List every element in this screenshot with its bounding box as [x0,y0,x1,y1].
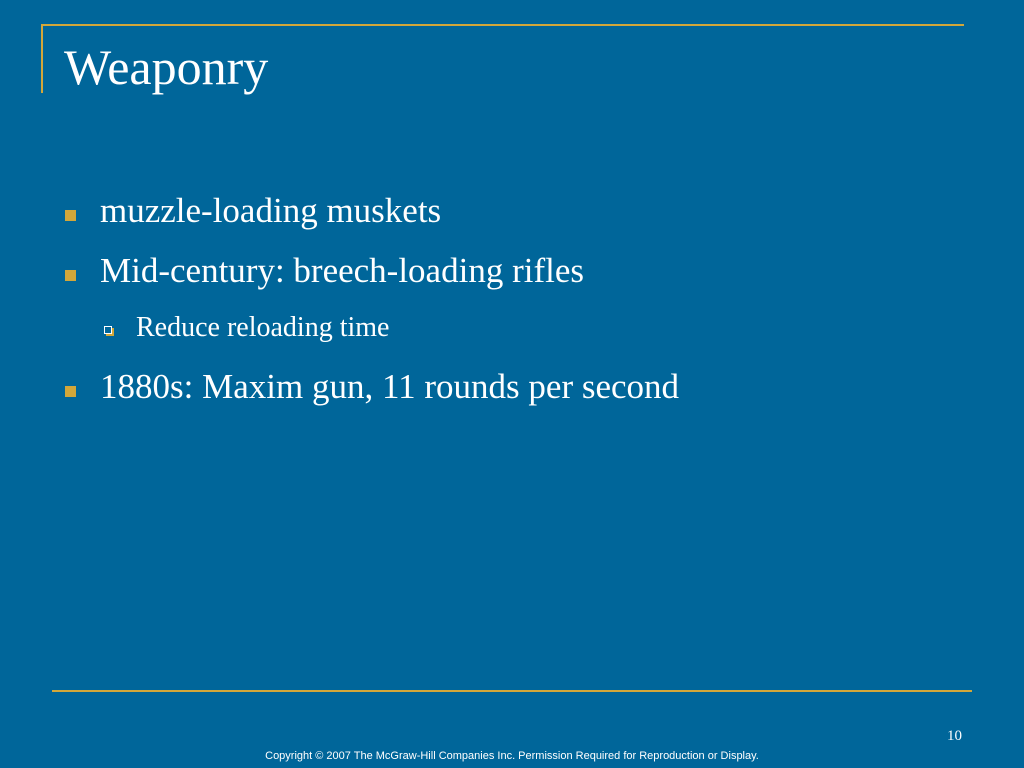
page-number: 10 [947,728,962,744]
copyright-notice: Copyright © 2007 The McGraw-Hill Companies Inc. Permission Required for Reproduction or Display. [265,750,759,762]
title-frame-top-rule [41,24,964,26]
bullet-item: Mid-century: breech-loading rifles [100,251,584,290]
footer-rule [52,690,972,692]
title-frame-left-rule [41,25,43,93]
hollow-square-bullet-icon [104,326,112,334]
bullet-item: 1880s: Maxim gun, 11 rounds per second [100,367,680,406]
sub-bullet-item: Reduce reloading time [136,312,390,343]
slide-title: Weaponry [64,39,269,95]
square-bullet-icon [65,386,76,397]
square-bullet-icon [65,270,76,281]
bullet-item: muzzle-loading muskets [100,191,442,230]
square-bullet-icon [65,210,76,221]
